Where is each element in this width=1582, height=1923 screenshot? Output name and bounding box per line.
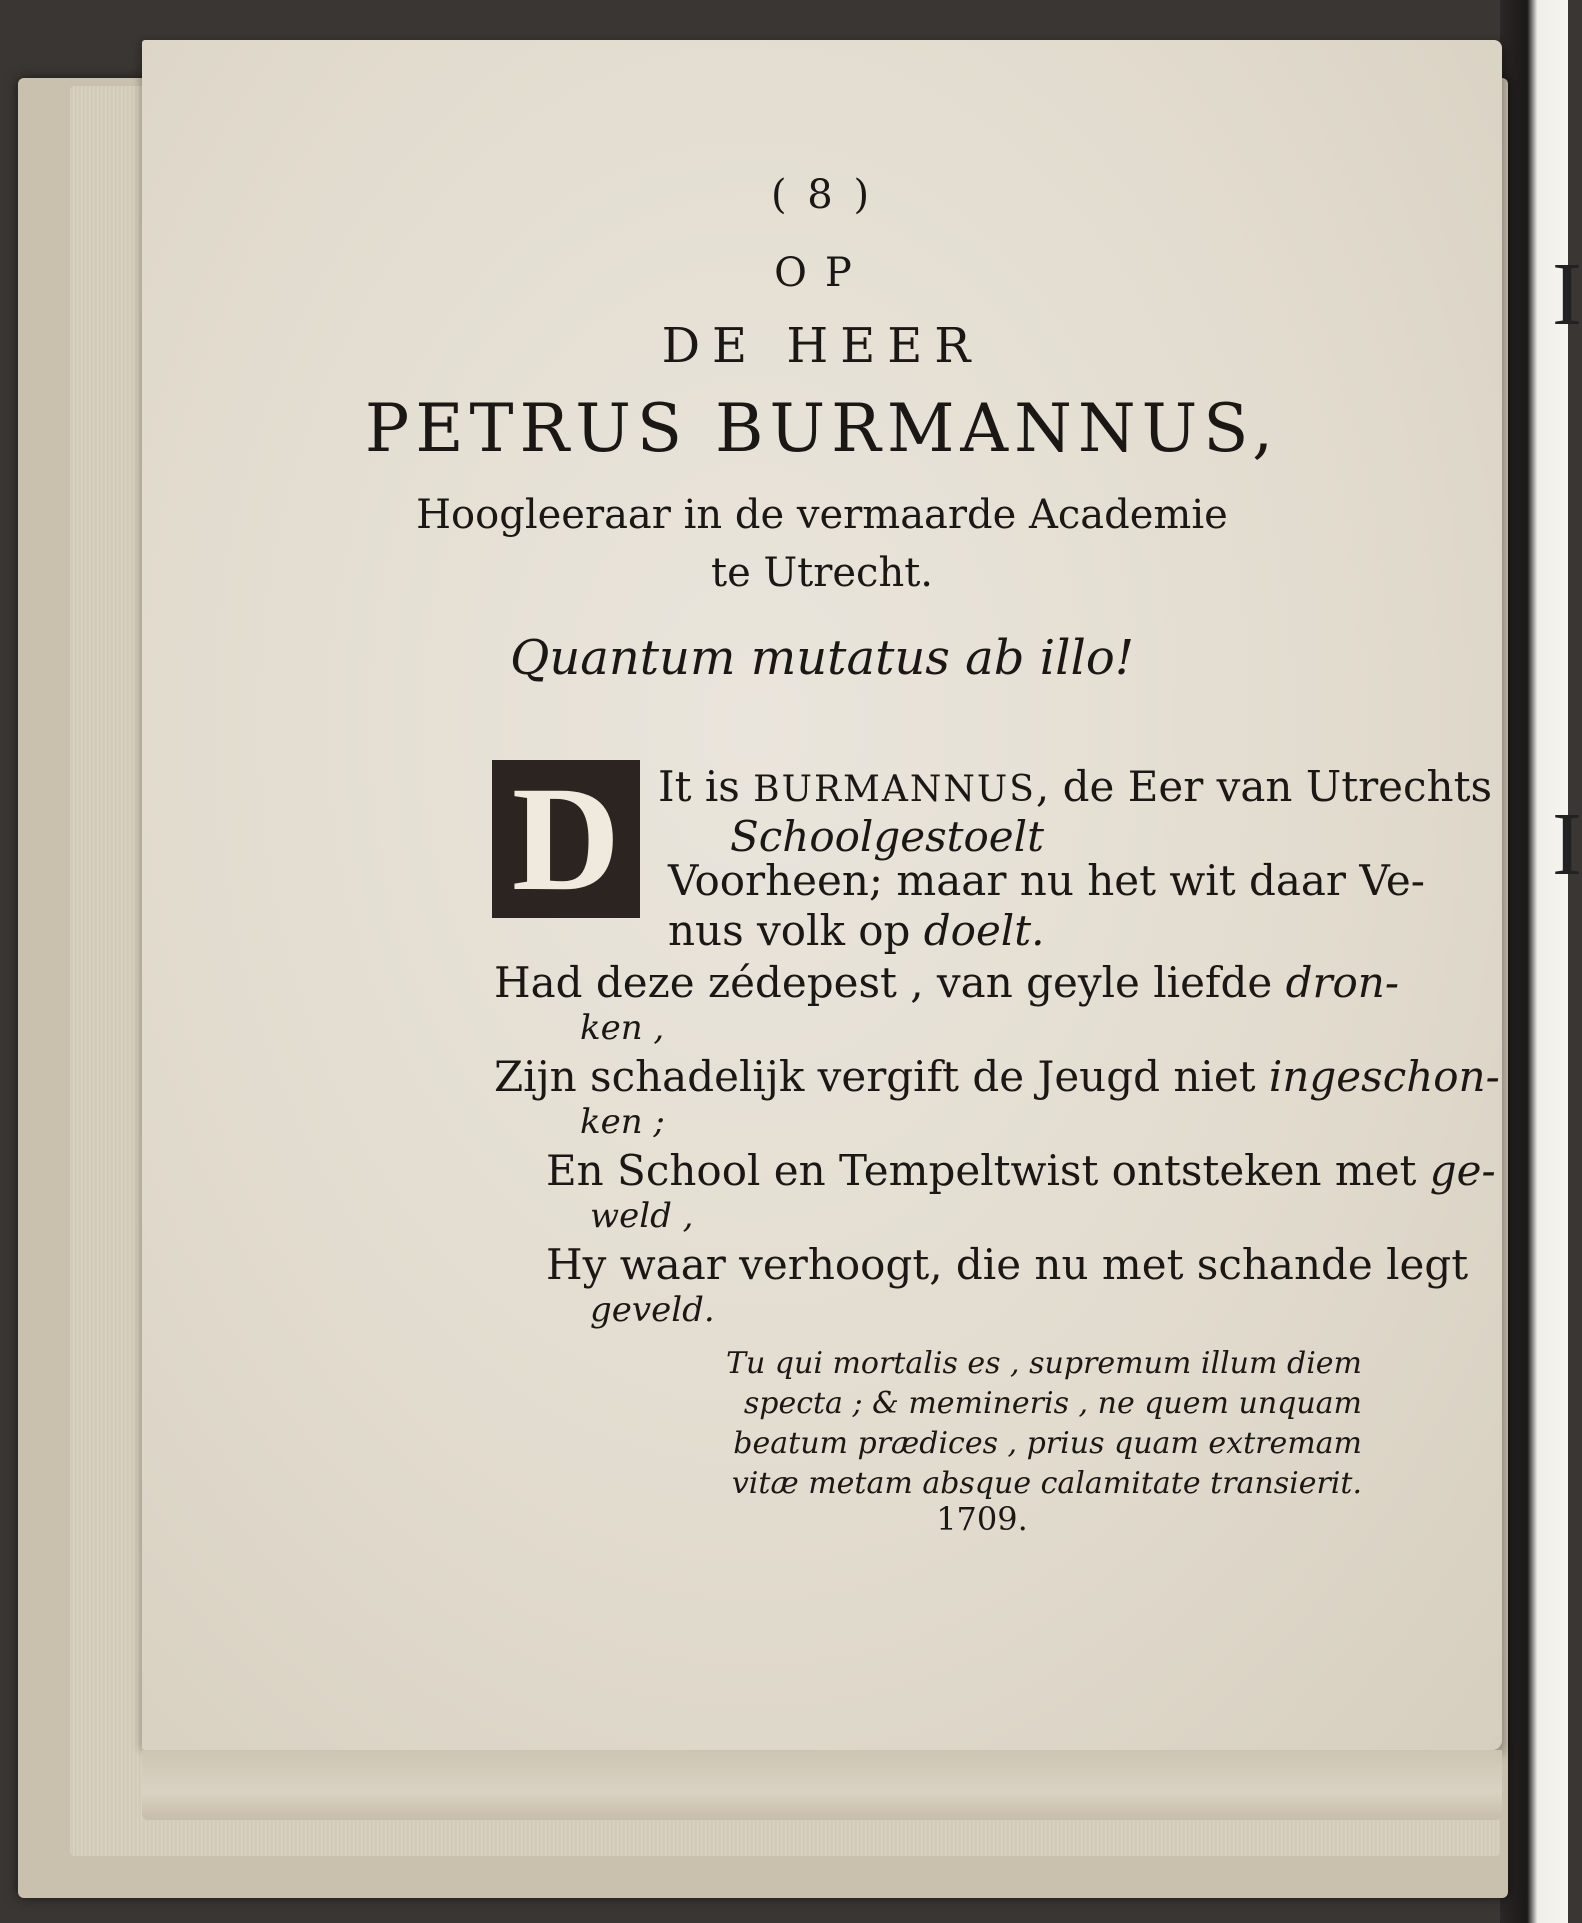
heading-heer: DE HEER bbox=[661, 318, 983, 374]
poem-line-1 bbox=[658, 762, 1492, 811]
page-content bbox=[142, 40, 1502, 1750]
heading-name: PETRUS BURMANNUS, bbox=[364, 390, 1280, 467]
motto: Quantum mutatus ab illo! bbox=[509, 630, 1135, 686]
poem-italic: doelt. bbox=[923, 906, 1045, 955]
poem-text: Zijn schadelijk vergift de Jeugd niet bbox=[494, 1052, 1269, 1101]
poem-line-8: ken ; bbox=[580, 1102, 665, 1142]
poem-line-2: Schoolgestoelt bbox=[730, 812, 1044, 861]
poem-text: En School en Tempeltwist ontsteken met bbox=[546, 1146, 1430, 1195]
subtitle-line-1: Hoogleeraar in de vermaarde Academie bbox=[416, 492, 1228, 538]
poem-text: nus volk op bbox=[668, 906, 924, 955]
poem-smallcaps-name: BURMANNUS bbox=[753, 769, 1036, 810]
facing-page-edge bbox=[1500, 0, 1582, 1923]
subtitle-line-2: te Utrecht. bbox=[711, 550, 933, 596]
poem-line-9 bbox=[546, 1146, 1496, 1195]
page-bottom-fold bbox=[142, 1750, 1502, 1820]
year: 1709. bbox=[936, 1500, 1028, 1538]
dropcap-initial: D bbox=[492, 760, 640, 918]
poem-italic: ingeschon- bbox=[1268, 1052, 1500, 1101]
facing-page-fragment-2: I bbox=[1552, 795, 1582, 894]
poem-line-7 bbox=[494, 1052, 1500, 1101]
latin-line-1: Tu qui mortalis es , supremum illum diem bbox=[725, 1346, 1362, 1381]
latin-line-2: specta ; & memineris , ne quem unquam bbox=[743, 1386, 1362, 1421]
poem-text: It is bbox=[658, 762, 754, 811]
poem-text: Had deze zédepest , van geyle liefde bbox=[494, 958, 1286, 1007]
heading-op: OP bbox=[774, 250, 870, 296]
facing-page-fragment: I bbox=[1552, 245, 1582, 344]
poem-line-6: ken , bbox=[580, 1008, 665, 1048]
poem-italic: ge- bbox=[1429, 1146, 1496, 1195]
latin-line-3: beatum prædices , prius quam extremam bbox=[733, 1426, 1362, 1461]
poem-line-3: Voorheen; maar nu het wit daar Ve- bbox=[668, 856, 1425, 905]
poem-line-12: geveld. bbox=[590, 1290, 715, 1330]
poem-line-10: weld , bbox=[590, 1196, 694, 1236]
poem-line-11: Hy waar verhoogt, die nu met schande legt bbox=[546, 1240, 1469, 1289]
poem-line-4 bbox=[668, 906, 1044, 955]
poem-text: , de Eer van Utrechts bbox=[1035, 762, 1493, 811]
poem-italic: dron- bbox=[1285, 958, 1400, 1007]
page-number: ( 8 ) bbox=[770, 172, 874, 218]
poem-line-5 bbox=[494, 958, 1399, 1007]
latin-line-4: vitæ metam absque calamitate transierit. bbox=[731, 1466, 1362, 1501]
